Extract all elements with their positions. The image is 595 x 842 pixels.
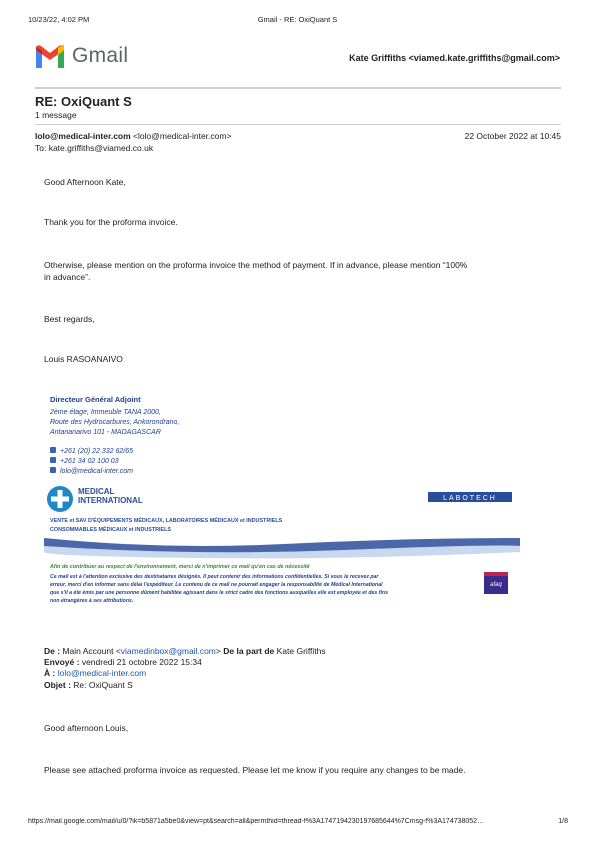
disclaimer-line: que s'il a été émis par une personne dûment habilitée agissant dans le strict cadre des fonctions auxquelles elle est employée et des fins	[50, 590, 388, 596]
labotech-text: LABOTECH	[443, 495, 497, 502]
sender-signature-name: Louis RASOANAIVO	[44, 354, 123, 364]
gmail-wordmark: Gmail	[72, 44, 129, 67]
phone-icon	[50, 447, 56, 453]
eco-note: Afin de contribuer au respect de l'environnement, merci de n'imprimer ce mail qu'en cas de nécessité	[50, 564, 310, 570]
greeting: Good Afternoon Kate,	[44, 177, 126, 187]
signature-address-line: 2ème étage, Immeuble TANA 2000,	[50, 409, 161, 416]
quoted-greeting: Good afternoon Louis,	[44, 723, 129, 733]
quoted-body: Please see attached proforma invoice as requested. Please let me know if you require any changes to be made.	[44, 765, 466, 775]
email-icon	[50, 467, 56, 473]
message-date: 22 October 2022 at 10:45	[464, 131, 561, 141]
disclaimer-line: Ce mail est à l'attention exclusive des destinataires désignés. Il peut contenir des informations confidentielles. Si vous le recevez par	[50, 574, 379, 580]
signature-phone: +261 (20) 22 332 62/65	[60, 448, 133, 455]
recipient-line: To: kate.griffiths@viamed.co.uk	[35, 143, 154, 153]
quoted-subject-line: Objet : Re: OxiQuant S	[44, 680, 133, 690]
sender-line	[35, 131, 231, 141]
quoted-to-email-link[interactable]: lolo@medical-inter.com	[57, 668, 147, 678]
signature-address-line: Antananarivo 101 - MADAGASCAR	[50, 429, 161, 436]
afaq-badge-text: afaq	[490, 582, 502, 588]
sender-address: <lolo@medical-inter.com>	[133, 131, 232, 141]
email-signature-image	[44, 388, 520, 626]
signature-mobile: +261 34 02 100 03	[60, 458, 119, 465]
disclaimer-line: erreur, merci d'en informer sans délai l'expéditeur. Le contenu de ce mail ne pourrait engager la responsabilité de Médical International	[50, 582, 383, 588]
signature-role: Directeur Général Adjoint	[50, 395, 141, 404]
body-thanks: Thank you for the proforma invoice.	[44, 217, 178, 227]
signature-address-line: Route des Hydrocarbures, Ankorondrano,	[50, 419, 180, 426]
account-email: Kate Griffiths <viamed.kate.griffiths@gmail.com>	[349, 53, 560, 63]
disclaimer-line: non étrangères à ses attributions.	[50, 598, 134, 604]
company-tagline: VENTE et SAV D'ÉQUIPEMENTS MÉDICAUX, LABORATOIRES MÉDICAUX et INDUSTRIELS	[50, 518, 283, 524]
quoted-sent-line: Envoyé : vendredi 21 octobre 2022 15:34	[44, 657, 202, 667]
print-title: Gmail - RE: OxiQuant S	[257, 15, 338, 24]
divider	[35, 124, 561, 125]
body-request-line-2: in advance”.	[44, 272, 91, 282]
quoted-to-line: À : lolo@medical-inter.com	[44, 668, 147, 678]
body-request-line-1: Otherwise, please mention on the proforma invoice the method of payment. If in advance, please mention “100%	[44, 260, 468, 270]
company-name-line-1: MEDICAL	[78, 487, 115, 496]
quoted-from-line: De : Main Account <viamedinbox@gmail.com> De la part de Kate Griffiths	[44, 646, 326, 656]
closing: Best regards,	[44, 314, 95, 324]
thread-subject: RE: OxiQuant S	[35, 94, 132, 109]
sender-name: lolo@medical-inter.com	[35, 131, 131, 141]
signature-email: lolo@medical-inter.com	[60, 468, 133, 475]
message-count: 1 message	[35, 110, 77, 120]
quoted-from-email-link[interactable]: viamedinbox@gmail.com	[120, 646, 216, 656]
company-tagline: CONSOMMABLES MÉDICAUX et INDUSTRIELS	[50, 527, 171, 533]
mobile-icon	[50, 457, 56, 463]
gmail-logo-icon	[34, 44, 66, 70]
print-datetime: 10/23/22, 4:02 PM	[28, 15, 90, 24]
divider	[35, 87, 561, 89]
print-footer-url: https://mail.google.com/mail/u/0/?ik=b5871a5be0&view=pt&search=all&permthid=thread-f%3A1747194230197685644%7Cmsg-f%3A174738052…	[28, 818, 485, 825]
page-number: 1/8	[558, 818, 568, 825]
company-name-line-2: INTERNATIONAL	[78, 496, 143, 505]
